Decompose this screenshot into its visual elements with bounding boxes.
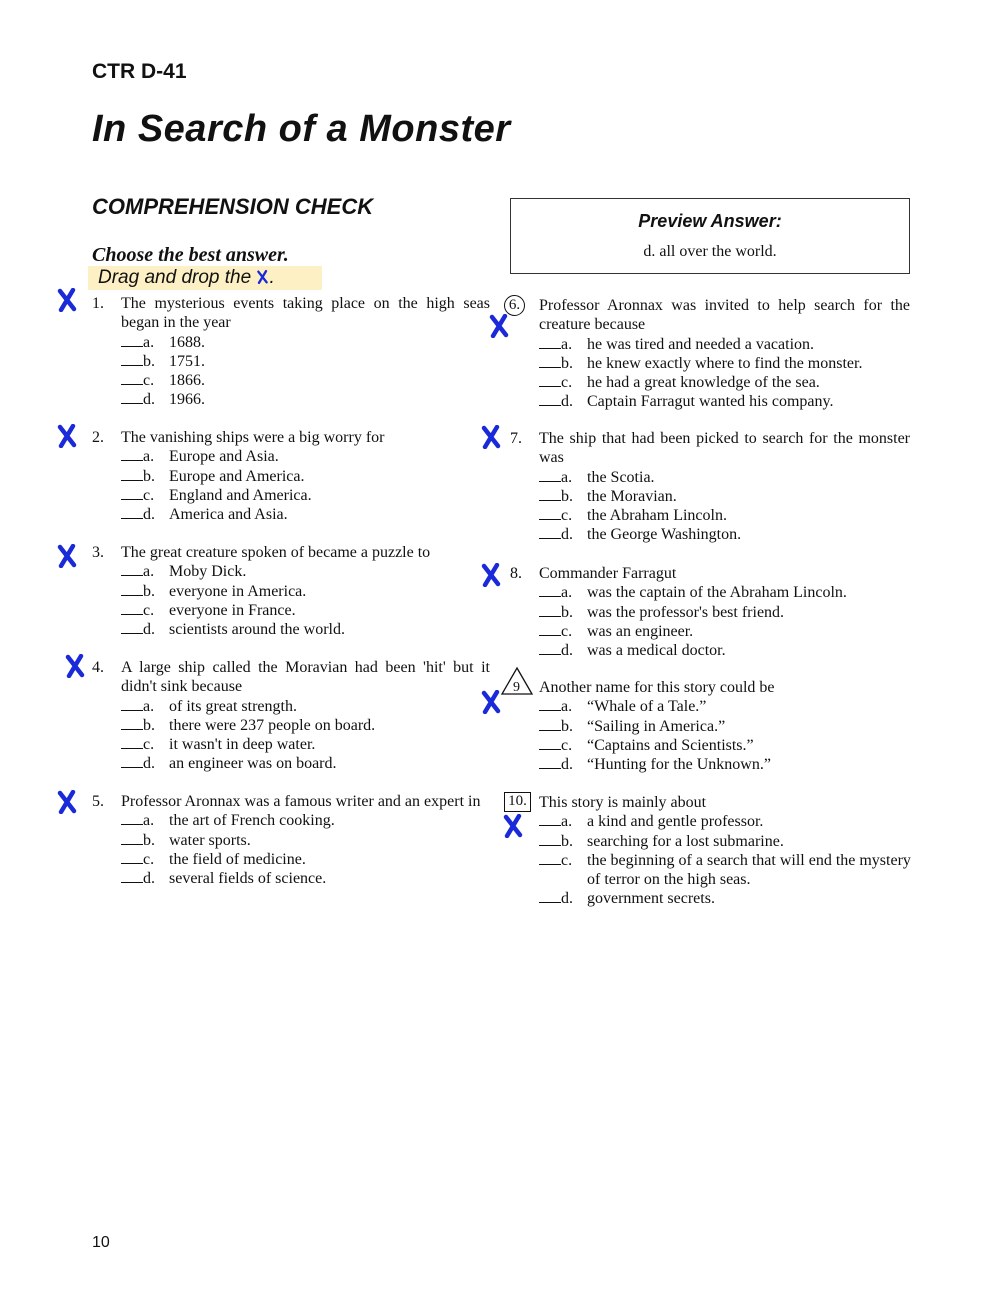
answer-option-a[interactable]: a. the art of French cooking. (121, 811, 490, 830)
page-title: In Search of a Monster (92, 108, 511, 150)
question-stem: Professor Aronnax was a famous writer and an expert in (121, 793, 481, 810)
answer-option-c[interactable]: c. the beginning of a search that will end the mystery of terror on the high seas. (539, 851, 910, 890)
answer-option-a[interactable]: a. a kind and gentle professor. (539, 812, 910, 831)
question-stem: The mysterious events taking place on the high seas began in the year (121, 295, 490, 332)
question-6 (510, 296, 910, 412)
question-stem: A large ship called the Moravian had been 'hit' but it didn't sink because (121, 659, 490, 696)
answer-option-d[interactable]: d. America and Asia. (121, 505, 490, 524)
drag-hint (88, 266, 322, 290)
question-4 (92, 658, 490, 774)
answer-option-a[interactable]: a. of its great strength. (121, 697, 490, 716)
answer-option-b[interactable]: b. he knew exactly where to find the monster. (539, 354, 910, 373)
question-stem: The vanishing ships were a big worry for (121, 429, 385, 446)
preview-text: d. all over the world. (643, 243, 777, 260)
answer-option-b[interactable]: b. searching for a lost submarine. (539, 832, 910, 851)
answer-option-c[interactable]: c. the field of medicine. (121, 850, 490, 869)
question-stem: The ship that had been picked to search for the monster was (539, 430, 910, 467)
question-stem: The great creature spoken of became a puzzle to (121, 544, 431, 561)
answer-option-a[interactable]: a. the Scotia. (539, 468, 910, 487)
answer-option-a[interactable]: a. “Whale of a Tale.” (539, 697, 910, 716)
answer-option-b[interactable]: b. “Sailing in America.” (539, 717, 910, 736)
answer-option-d[interactable]: d. an engineer was on board. (121, 754, 490, 773)
question-number: 4. (92, 659, 104, 676)
answer-option-b[interactable]: b. there were 237 people on board. (121, 716, 490, 735)
question-5 (92, 792, 490, 888)
question-8 (510, 564, 910, 660)
answer-option-c[interactable]: c. 1866. (121, 371, 490, 390)
answer-option-b[interactable]: b. Europe and America. (121, 467, 490, 486)
question-3 (92, 543, 490, 639)
answer-option-d[interactable]: d. government secrets. (539, 889, 910, 908)
question-stem: Commander Farragut (539, 565, 677, 582)
preview-answer-box (510, 198, 910, 274)
instruction-text: Choose the best answer. (92, 244, 289, 266)
answer-option-d[interactable]: d. several fields of science. (121, 869, 490, 888)
answer-option-c[interactable]: c. England and America. (121, 486, 490, 505)
answer-option-b[interactable]: b. 1751. (121, 352, 490, 371)
answer-option-d[interactable]: d. “Hunting for the Unknown.” (539, 755, 910, 774)
drag-hint-period: . (269, 267, 275, 288)
answer-option-d[interactable]: d. the George Washington. (539, 525, 910, 544)
answer-option-b[interactable]: b. water sports. (121, 831, 490, 850)
x-mark-icon (256, 268, 269, 284)
answer-option-c[interactable]: c. was an engineer. (539, 622, 910, 641)
question-7 (510, 429, 910, 545)
question-stem: This story is mainly about (539, 794, 707, 811)
worksheet-code: CTR D-41 (92, 60, 187, 83)
answer-option-a[interactable]: a. Europe and Asia. (121, 447, 490, 466)
question-stem: Professor Aronnax was invited to help search for the creature because (539, 297, 910, 334)
question-2 (92, 428, 490, 524)
answer-option-b[interactable]: b. the Moravian. (539, 487, 910, 506)
question-number: 2. (92, 429, 104, 446)
question-number: 10. (504, 792, 531, 812)
answer-option-c[interactable]: c. the Abraham Lincoln. (539, 506, 910, 525)
answer-option-c[interactable]: c. everyone in France. (121, 601, 490, 620)
page-number: 10 (92, 1234, 110, 1251)
answer-option-b[interactable]: b. was the professor's best friend. (539, 603, 910, 622)
x-mark-icon[interactable] (488, 314, 510, 338)
question-number: 1. (92, 295, 104, 312)
answer-option-d[interactable]: d. 1966. (121, 390, 490, 409)
answer-option-d[interactable]: d. was a medical doctor. (539, 641, 910, 660)
answer-option-a[interactable]: a. was the captain of the Abraham Lincoln. (539, 583, 910, 602)
question-number: 3. (92, 544, 104, 561)
answer-option-b[interactable]: b. everyone in America. (121, 582, 490, 601)
x-mark-icon[interactable] (64, 654, 86, 678)
answer-option-c[interactable]: c. “Captains and Scientists.” (539, 736, 910, 755)
x-mark-icon[interactable] (56, 424, 78, 448)
x-mark-icon[interactable] (56, 288, 78, 312)
question-1 (92, 294, 490, 410)
question-number: 9 (500, 666, 534, 696)
answer-option-c[interactable]: c. it wasn't in deep water. (121, 735, 490, 754)
answer-option-a[interactable]: a. he was tired and needed a vacation. (539, 335, 910, 354)
question-number: 7. (510, 430, 522, 447)
answer-option-a[interactable]: a. Moby Dick. (121, 562, 490, 581)
question-9 (510, 678, 910, 774)
x-mark-icon[interactable] (56, 544, 78, 568)
preview-title: Preview Answer: (638, 211, 782, 231)
question-number: 5. (92, 793, 104, 810)
answer-option-a[interactable]: a. 1688. (121, 333, 490, 352)
answer-option-c[interactable]: c. he had a great knowledge of the sea. (539, 373, 910, 392)
x-mark-icon[interactable] (56, 790, 78, 814)
question-number: 8. (510, 565, 522, 582)
question-number: 6. (504, 295, 525, 316)
section-heading: COMPREHENSION CHECK (92, 194, 374, 219)
question-stem: Another name for this story could be (539, 679, 775, 696)
drag-hint-text: Drag and drop the (98, 267, 252, 288)
answer-option-d[interactable]: d. Captain Farragut wanted his company. (539, 392, 910, 411)
answer-option-d[interactable]: d. scientists around the world. (121, 620, 490, 639)
question-10 (510, 793, 910, 909)
